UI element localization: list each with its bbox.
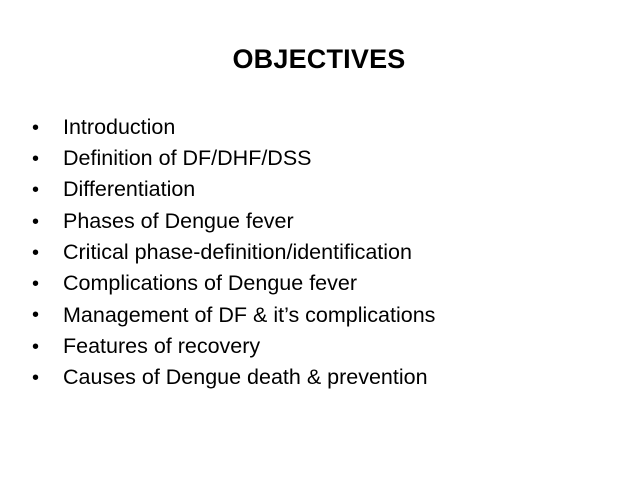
list-item xyxy=(32,362,622,393)
list-item xyxy=(32,143,622,174)
list-item xyxy=(32,268,622,299)
list-item xyxy=(32,175,622,206)
bullet-icon: • xyxy=(32,304,40,327)
bullet-icon: • xyxy=(32,179,40,202)
list-item-text: Complications of Dengue fever xyxy=(63,271,357,296)
bullet-icon: • xyxy=(32,367,40,390)
bullet-icon: • xyxy=(32,210,40,233)
slide-title: OBJECTIVES xyxy=(232,44,406,74)
list-item xyxy=(32,112,622,143)
bullet-icon: • xyxy=(32,273,40,296)
bullet-icon: • xyxy=(32,335,40,358)
list-item-text: Critical phase-definition/identification xyxy=(63,240,412,265)
bullet-icon: • xyxy=(32,241,40,264)
list-item-text: Introduction xyxy=(63,114,176,139)
list-item xyxy=(32,206,622,237)
bullet-icon: • xyxy=(32,116,40,139)
bullet-icon: • xyxy=(32,147,40,170)
list-item-text: Features of recovery xyxy=(63,333,261,358)
list-item-text: Definition of DF/DHF/DSS xyxy=(63,146,312,171)
list-item-text: Causes of Dengue death & prevention xyxy=(63,365,428,390)
list-item-text: Management of DF & it’s complications xyxy=(63,302,436,327)
objectives-list xyxy=(32,112,622,394)
list-item xyxy=(32,237,622,268)
list-item-text: Differentiation xyxy=(63,177,196,202)
list-item xyxy=(32,300,622,331)
list-item xyxy=(32,331,622,362)
list-item-text: Phases of Dengue fever xyxy=(63,208,294,233)
